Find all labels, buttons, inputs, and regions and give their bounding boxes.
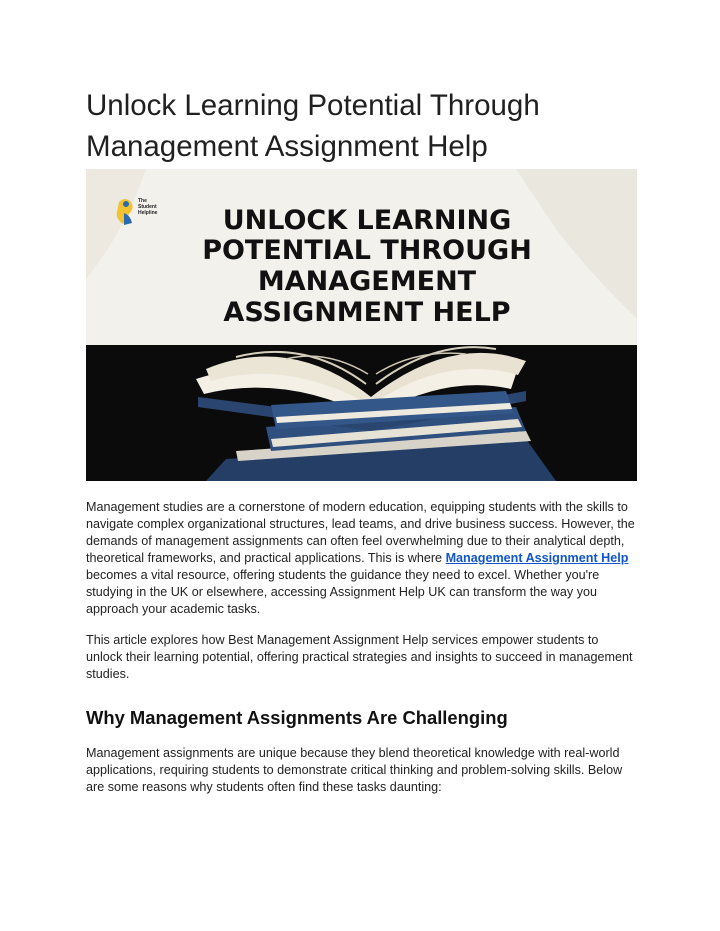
challenges-paragraph: Management assignments are unique because they blend theoretical knowledge with real-world applications, requiring students to demonstrate critical thinking and problem-solving skills. Below are some reasons why students often find these tasks daunting:	[86, 746, 623, 794]
hero-line-1: UNLOCK LEARNING	[222, 205, 512, 236]
article-overview-paragraph: This article explores how Best Management Assignment Help services empower students to unlock their learning potential, offering practical strategies and insights to succeed in management studies.	[86, 633, 633, 681]
hero-line-3: MANAGEMENT	[257, 266, 477, 297]
management-assignment-help-link[interactable]: Management Assignment Help	[445, 551, 629, 565]
hero-line-2: POTENTIAL THROUGH	[202, 235, 532, 266]
intro-text-before-link: Management studies are a cornerstone of modern education, equipping students with the skills to navigate complex organizational structures, lead teams, and drive business success. However, the demands of management assignments can often feel overwhelming due to their analytical depth, theoretical frameworks, and practical applications. This is where	[86, 500, 635, 565]
title-line-2: Management Assignment Help	[86, 130, 488, 163]
title-line-1: Unlock Learning Potential Through	[86, 89, 540, 122]
document-title	[86, 85, 636, 167]
intro-paragraph	[86, 499, 638, 618]
logo-text-1: The	[138, 198, 147, 204]
logo-text-3: Helpline	[138, 210, 158, 216]
hero-image	[86, 169, 637, 481]
logo-text-2: Student	[138, 204, 157, 210]
intro-text-after-link: becomes a vital resource, offering students the guidance they need to excel. Whether you're studying in the UK or elsewhere, accessing Assignment Help UK can transform the way you approach your academic tasks.	[86, 568, 600, 616]
hero-line-4: ASSIGNMENT HELP	[223, 297, 511, 328]
hero-illustration	[86, 169, 637, 481]
section-heading: Why Management Assignments Are Challenging	[86, 707, 508, 728]
